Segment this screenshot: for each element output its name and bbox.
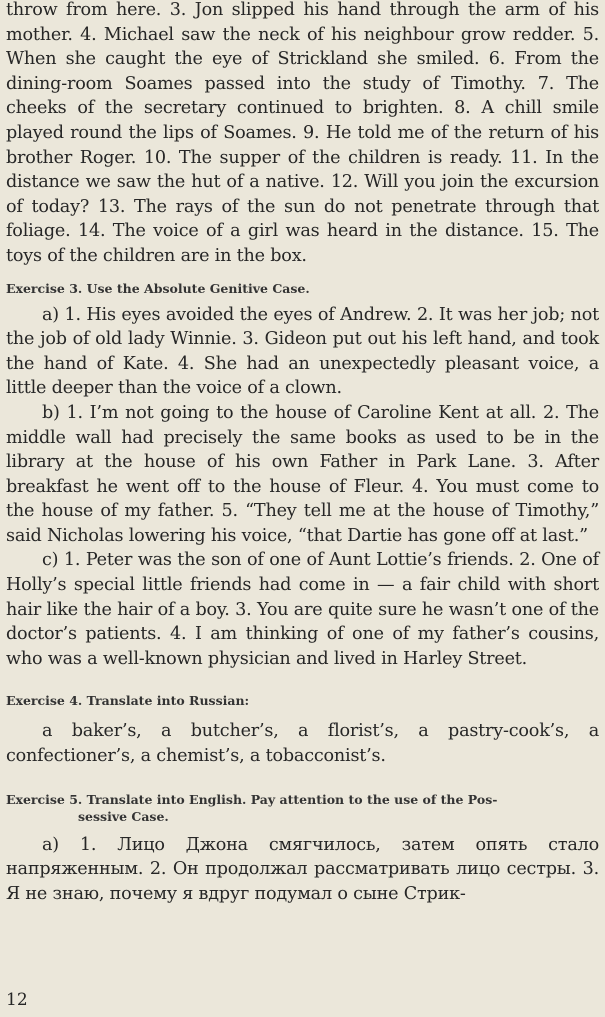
exercise-3-part-c: c) 1. Peter was the son of one of Aunt Lottie’s friends. 2. One of Holly’s special little friends had come in — a fair child with short hair like the hair of a boy. 3. You are quite sure he wasn’t one of the doctor’s patients. 4. I am thinking of one of my father’s cousins, who was a well-known physician and lived in Harley Street. — [6, 550, 599, 669]
exercise-3-heading: Exercise 3. Use the Absolute Genitive Case. — [6, 280, 310, 296]
exercise-3-part-a: a) 1. His eyes avoided the eyes of Andrew. 2. It was her job; not the job of old lady Winnie. 3. Gideon put out his left hand, and took the hand of Kate. 4. She had an unexpectedly pleasant voice, a little deeper than the voice of a clown. — [6, 304, 599, 399]
exercise-4-body: a baker’s, a butcher’s, a florist’s, a pastry-cook’s, a confectioner’s, a chemist’s, a tobacconist’s. — [6, 721, 599, 767]
exercise-5-heading — [6, 791, 599, 825]
exercise-2-continuation: throw from here. 3. Jon slipped his hand through the arm of his mother. 4. Michael saw the neck of his neighbour grow redder. 5. When she caught the eye of Strickland she smiled. 6. From the dining-room Soames passed into the study of Timothy. 7. The cheeks of the secretary continued to brighten. 8. A chill smile played round the lips of Soames. 9. He told me of the return of his brother Roger. 10. The supper of the children is ready. 11. In the distance we saw the hut of a native. 12. Will you join the excursion of today? 13. The rays of the sun do not penetrate through that foliage. 14. The voice of a girl was heard in the distance. 15. The toys of the children are in the box. — [6, 0, 599, 266]
exercise-5-heading-line-1: Exercise 5. Translate into English. Pay attention to the use of the Pos- — [6, 791, 498, 807]
exercise-5-part-a: а) 1. Лицо Джона смягчилось, затем опять стало напряженным. 2. Он продолжал рассматривать лицо сестры. 3. Я не знаю, почему я вдруг подумал о сыне Стрик- — [6, 834, 599, 904]
page-number: 12 — [6, 990, 28, 1010]
exercise-5-heading-line-2: sessive Case. — [78, 808, 169, 824]
exercise-4-heading: Exercise 4. Translate into Russian: — [6, 693, 250, 709]
exercise-3-part-b: b) 1. I’m not going to the house of Caroline Kent at all. 2. The middle wall had precisely the same books as used to be in the library at the house of his own Father in Park Lane. 3. After breakfast he went off to the house of Fleur. 4. You must come to the house of my father. 5. “They tell me at the house of Timothy,” said Nicholas lowering his voice, “that Dartie has gone off at last.” — [6, 402, 599, 546]
